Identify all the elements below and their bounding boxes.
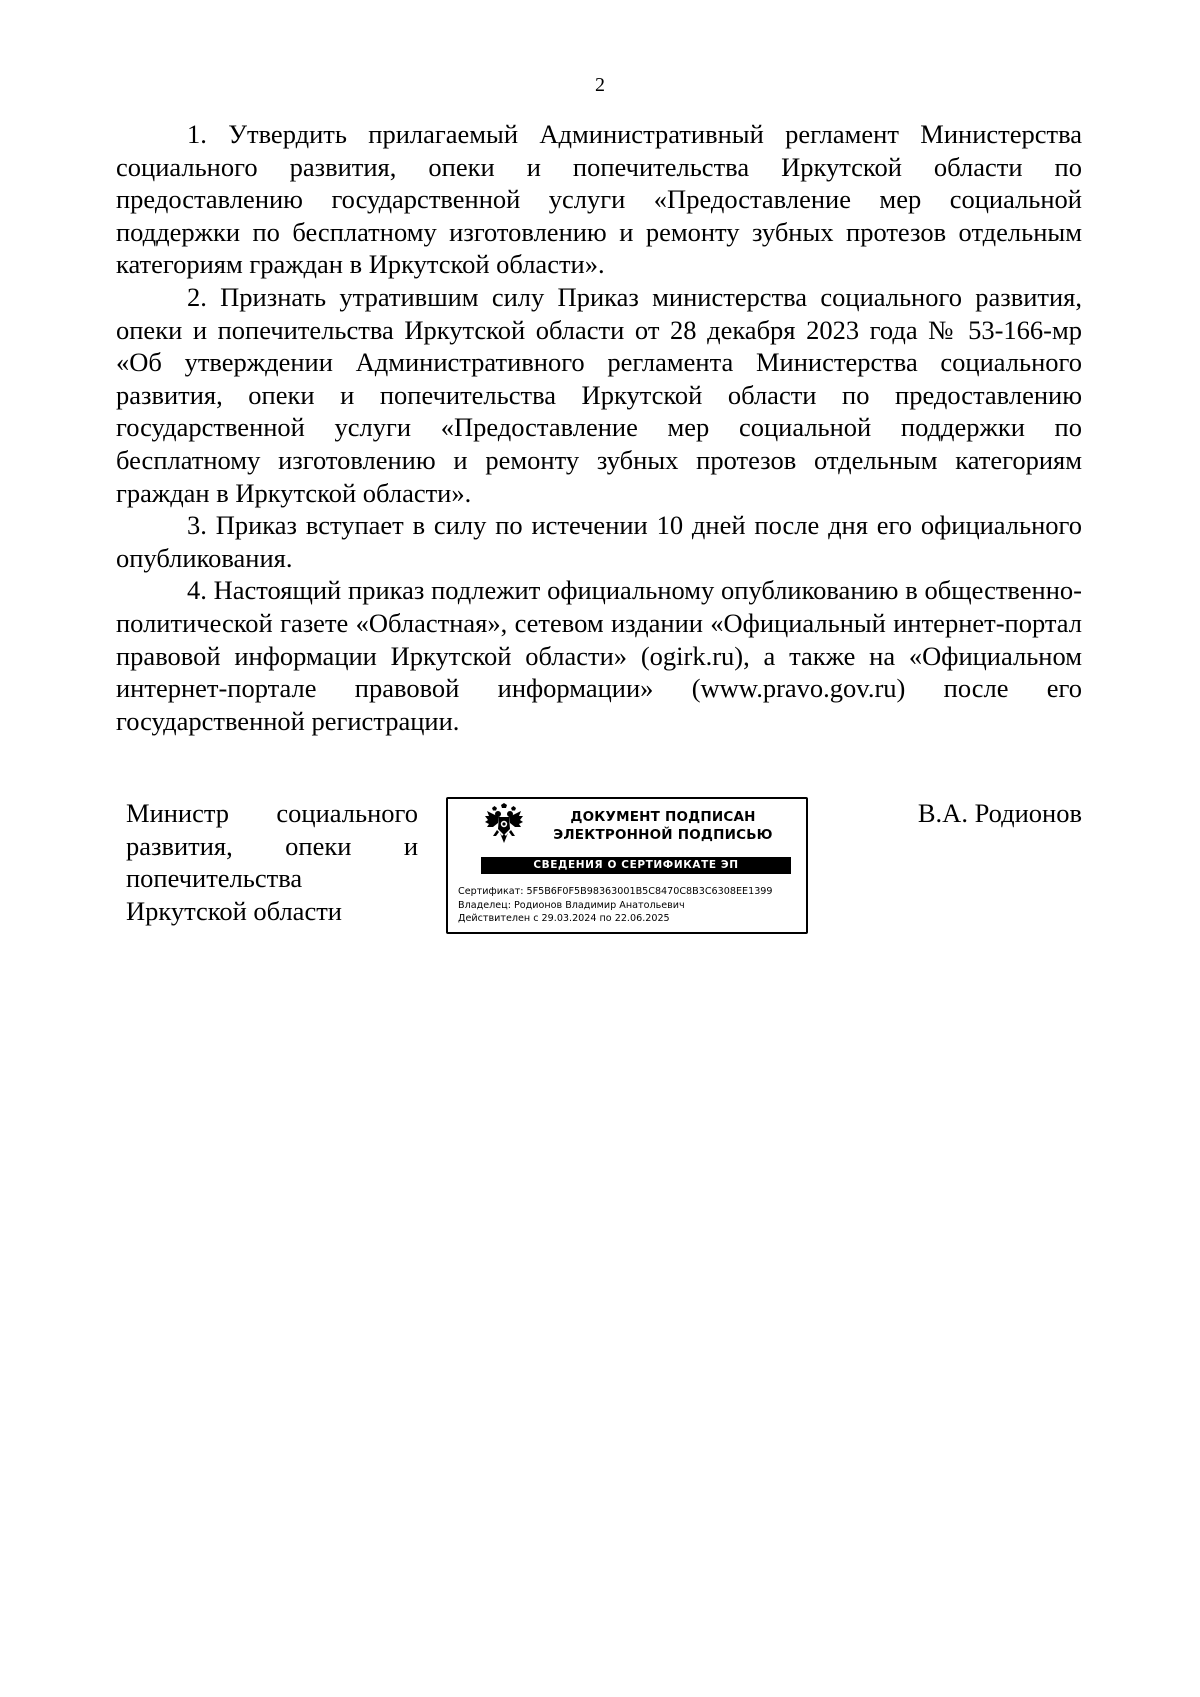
- coat-of-arms-icon: [484, 803, 524, 847]
- order-item-4: 4. Настоящий приказ подлежит официальному опубликованию в общественно-политической газете «Областная», сетевом издании «Официальный интернет-портал правовой информации Иркутской области» (ogirk.ru), а также на «Официальном интернет-портале правовой информации» (www.pravo.gov.ru) после его государственной регистрации.: [116, 575, 1082, 736]
- stamp-title-line: ЭЛЕКТРОННОЙ ПОДПИСЬЮ: [553, 827, 773, 843]
- signature-block: [0, 797, 1200, 947]
- order-item-3: 3. Приказ вступает в силу по истечении 10 дней после дня его официального опубликования.: [116, 510, 1082, 573]
- stamp-title: [528, 808, 798, 844]
- stamp-details: [458, 885, 808, 926]
- order-item-1: 1. Утвердить прилагаемый Административный регламент Министерства социального развития, опеки и попечительства Иркутской области по предоставлению государственной услуги «Предоставление мер социальной поддержки по бесплатному изготовлению и ремонту зубных протезов отдельным категориям граждан в Иркутской области».: [116, 119, 1082, 280]
- signer-position-line: Иркутской области: [126, 895, 342, 926]
- stamp-validity: Действителен с 29.03.2024 по 22.06.2025: [458, 913, 670, 924]
- signer-position-line: Министр социального: [126, 798, 418, 828]
- stamp-certificate-header: СВЕДЕНИЯ О СЕРТИФИКАТЕ ЭП: [481, 857, 791, 874]
- stamp-owner: Владелец: Родионов Владимир Анатольевич: [458, 899, 685, 911]
- order-body: [116, 118, 1082, 737]
- stamp-title-line: ДОКУМЕНТ ПОДПИСАН: [570, 809, 756, 825]
- page-number: 2: [595, 74, 605, 96]
- electronic-signature-stamp: [446, 797, 808, 934]
- signer-position: [126, 797, 418, 927]
- order-item-2: 2. Признать утратившим силу Приказ министерства социального развития, опеки и попечительства Иркутской области от 28 декабря 2023 года № 53-166-мр «Об утверждении Административного регламента Министерства социального развития, опеки и попечительства Иркутской области по предоставлению государственной услуги «Предоставление мер социальной поддержки по бесплатному изготовлению и ремонту зубных протезов отдельным категориям граждан в Иркутской области».: [116, 281, 1082, 508]
- signer-position-line: развития, опеки и: [126, 830, 418, 861]
- signer-position-line: попечительства: [126, 863, 303, 894]
- signer-name: В.А. Родионов: [917, 798, 1082, 828]
- stamp-certificate-number: Сертификат: 5F5B6F0F5B98363001B5C8470C8B3C6308EE1399: [458, 886, 773, 897]
